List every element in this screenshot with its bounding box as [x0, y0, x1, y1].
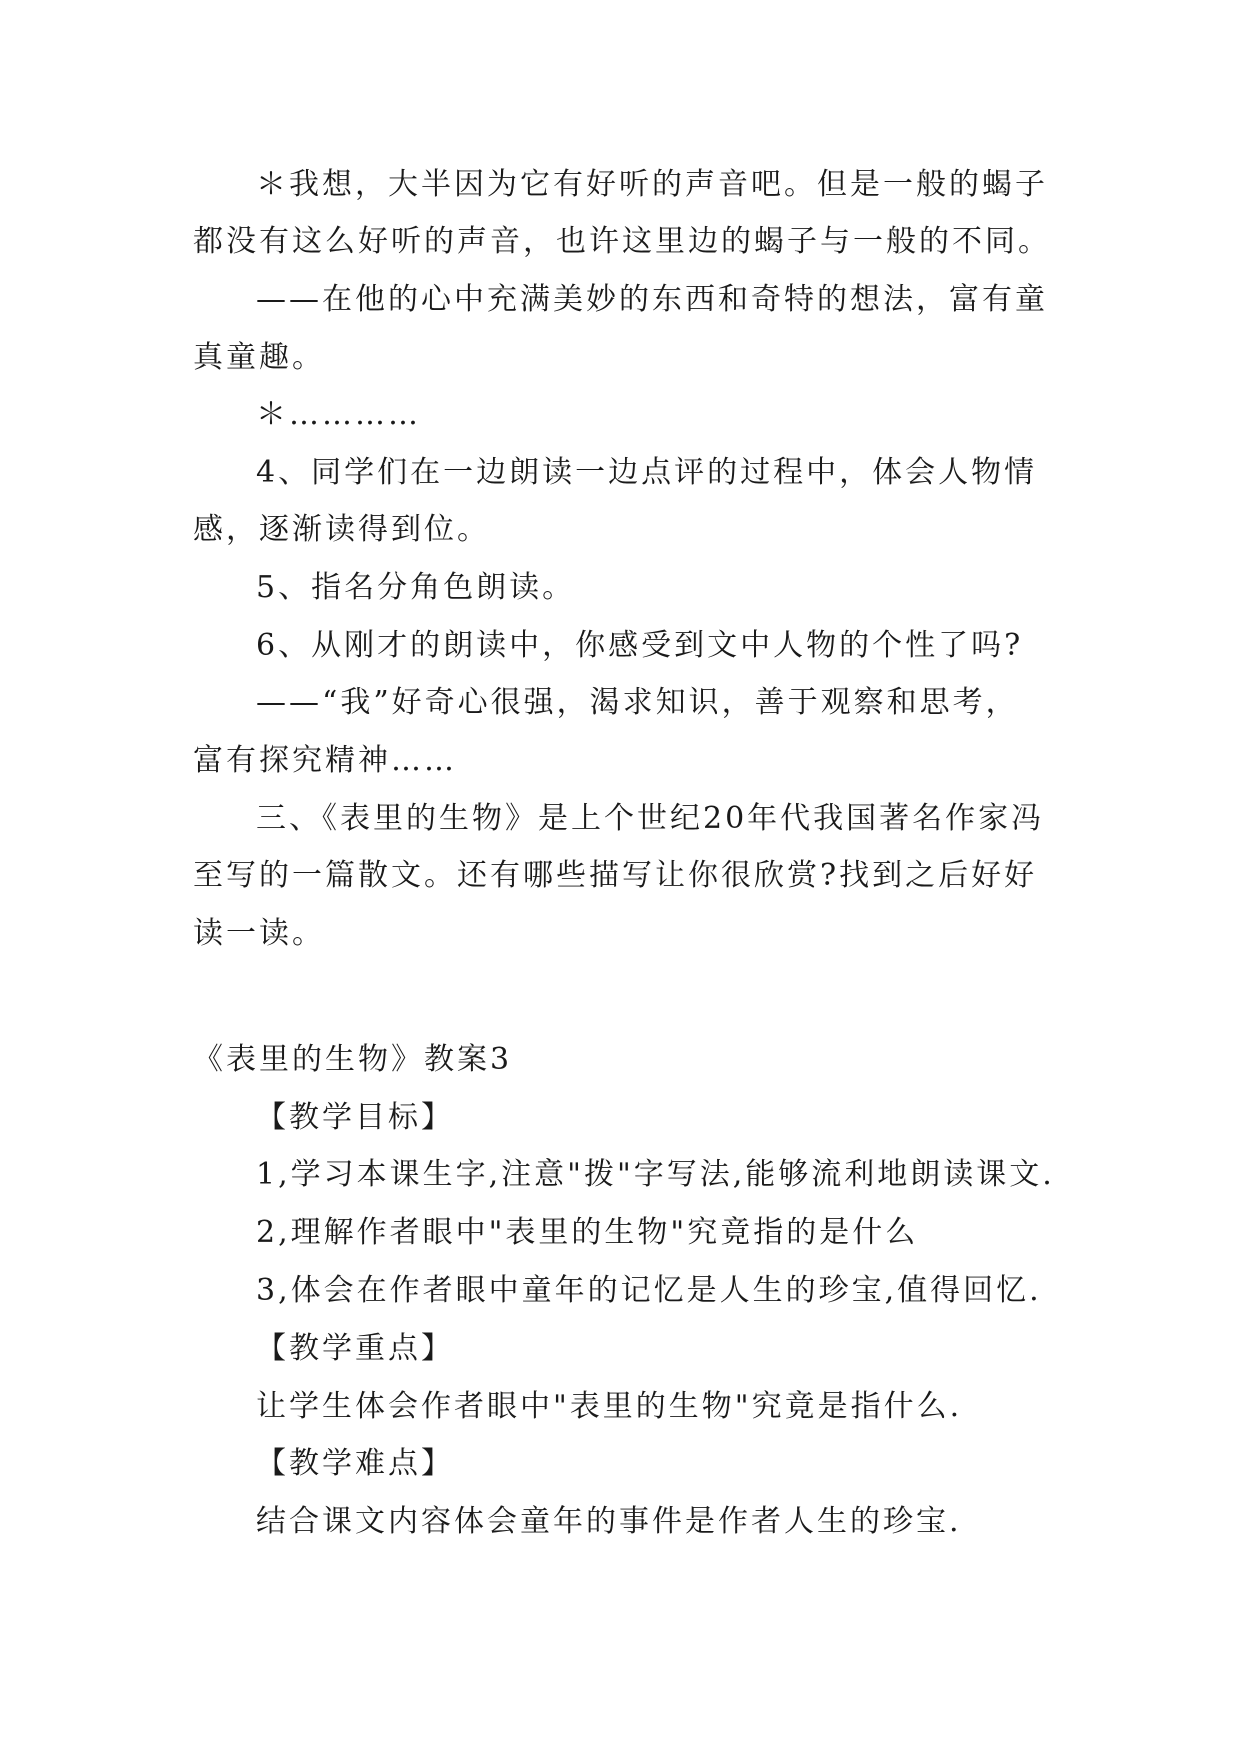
difficulty-heading: 【教学难点】 — [256, 1446, 454, 1481]
paragraph-line: 都没有这么好听的声音，也许这里边的蝎子与一般的不同。 — [193, 224, 1051, 259]
paragraph-line: 6、从刚才的朗读中，你感受到文中人物的个性了吗? — [256, 628, 1024, 663]
paragraph-line: 5、指名分角色朗读。 — [256, 570, 576, 605]
objectives-heading: 【教学目标】 — [256, 1100, 454, 1135]
paragraph-line: 真童趣。 — [193, 340, 325, 375]
paragraph-line: ——“我”好奇心很强，渴求知识，善于观察和思考， — [256, 685, 1019, 720]
key-heading: 【教学重点】 — [256, 1331, 454, 1366]
section-title: 《表里的生物》教案3 — [193, 1042, 513, 1077]
objective-item: 1,学习本课生字,注意"拨"字写法,能够流利地朗读课文. — [256, 1157, 1055, 1192]
paragraph-line: 4、同学们在一边朗读一边点评的过程中，体会人物情 — [256, 455, 1038, 490]
paragraph-line: ＊………… — [256, 397, 421, 432]
paragraph-line: 富有探究精神…… — [193, 743, 457, 778]
difficulty-point: 结合课文内容体会童年的事件是作者人生的珍宝. — [256, 1504, 962, 1539]
paragraph-line: 读一读。 — [193, 916, 325, 951]
paragraph-line: ——在他的心中充满美妙的东西和奇特的想法，富有童 — [256, 282, 1048, 317]
paragraph-line: 感，逐渐读得到位。 — [193, 512, 490, 547]
paragraph-line: 三、《表里的生物》是上个世纪20年代我国著名作家冯 — [256, 801, 1045, 836]
objective-item: 3,体会在作者眼中童年的记忆是人生的珍宝,值得回忆. — [256, 1273, 1042, 1308]
objective-item: 2,理解作者眼中"表里的生物"究竟指的是什么 — [256, 1215, 919, 1250]
key-point: 让学生体会作者眼中"表里的生物"究竟是指什么. — [256, 1389, 963, 1424]
paragraph-line: ＊我想，大半因为它有好听的声音吧。但是一般的蝎子 — [256, 167, 1048, 202]
paragraph-line: 至写的一篇散文。还有哪些描写让你很欣赏?找到之后好好 — [193, 858, 1038, 893]
